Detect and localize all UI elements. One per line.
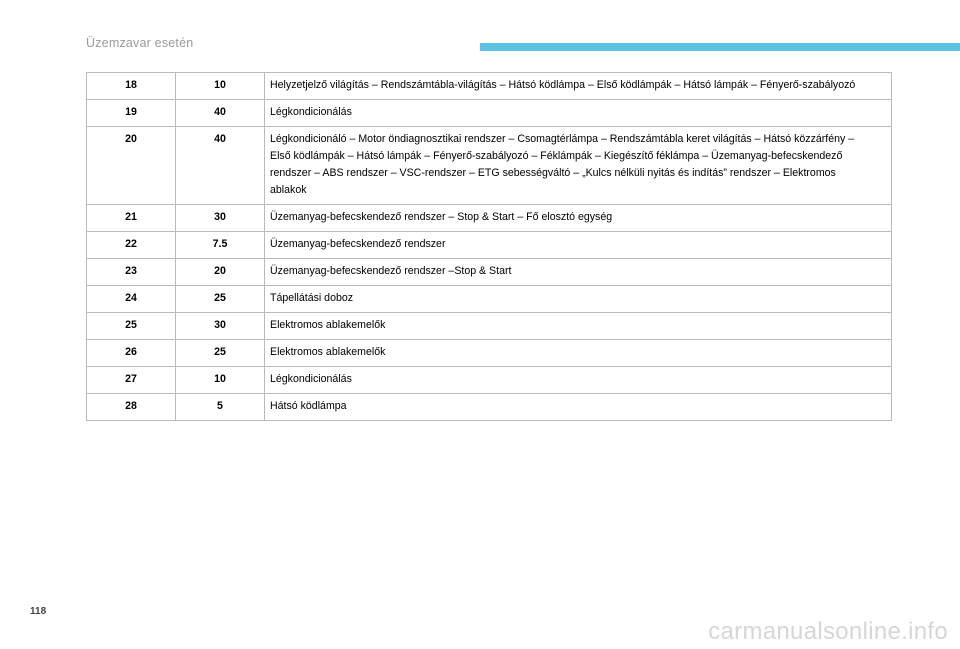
fuse-number: 18 xyxy=(87,73,176,100)
fuse-amperage: 20 xyxy=(176,259,265,286)
watermark: carmanualsonline.info xyxy=(708,618,948,645)
table-row xyxy=(87,367,892,394)
fuse-number: 21 xyxy=(87,205,176,232)
fuse-description: Légkondicionálás xyxy=(265,367,892,394)
fuse-amperage: 25 xyxy=(176,340,265,367)
table-row xyxy=(87,286,892,313)
table-row xyxy=(87,313,892,340)
fuse-description: Üzemanyag-befecskendező rendszer xyxy=(265,232,892,259)
fuse-description: Légkondicionáló – Motor öndiagnosztikai rendszer – Csomagtérlámpa – Rendszámtábla keret világítás – Hátsó közzárfény – Első ködlámpák – Hátsó lámpák – Fényerő-szabályozó – Féklámpák – Kiegészítő féklámpa – Üzemanyag-befecskendező rendszer – ABS rendszer – VSC-rendszer – ETG sebességváltó – „Kulcs nélküli nyitás és indítás” rendszer – Elektromos ablakok xyxy=(265,127,892,205)
fuse-description: Üzemanyag-befecskendező rendszer –Stop & Start xyxy=(265,259,892,286)
fuse-number: 25 xyxy=(87,313,176,340)
fuse-description: Hátsó ködlámpa xyxy=(265,394,892,421)
fuse-number: 19 xyxy=(87,100,176,127)
table-row xyxy=(87,73,892,100)
table-row xyxy=(87,259,892,286)
fuse-number: 27 xyxy=(87,367,176,394)
fuse-amperage: 40 xyxy=(176,127,265,205)
page-number: 118 xyxy=(30,606,47,617)
fuse-description: Légkondicionálás xyxy=(265,100,892,127)
fuse-amperage: 10 xyxy=(176,73,265,100)
fuse-amperage: 30 xyxy=(176,205,265,232)
table-row xyxy=(87,232,892,259)
table-row xyxy=(87,205,892,232)
table-row xyxy=(87,127,892,205)
header-accent-bar xyxy=(480,43,960,51)
fuse-description: Elektromos ablakemelők xyxy=(265,340,892,367)
fuse-amperage: 30 xyxy=(176,313,265,340)
fuse-description: Tápellátási doboz xyxy=(265,286,892,313)
fuse-table xyxy=(86,72,892,421)
table-row xyxy=(87,394,892,421)
fuse-description: Üzemanyag-befecskendező rendszer – Stop & Start – Fő elosztó egység xyxy=(265,205,892,232)
fuse-amperage: 10 xyxy=(176,367,265,394)
fuse-number: 28 xyxy=(87,394,176,421)
fuse-description: Helyzetjelző világítás – Rendszámtábla-világítás – Hátsó ködlámpa – Első ködlámpák – Hátsó lámpák – Fényerő-szabályozó xyxy=(265,73,892,100)
table-row xyxy=(87,340,892,367)
fuse-number: 22 xyxy=(87,232,176,259)
fuse-number: 20 xyxy=(87,127,176,205)
fuse-description: Elektromos ablakemelők xyxy=(265,313,892,340)
section-title: Üzemzavar esetén xyxy=(86,36,194,50)
fuse-number: 24 xyxy=(87,286,176,313)
fuse-number: 26 xyxy=(87,340,176,367)
table-row xyxy=(87,100,892,127)
fuse-amperage: 5 xyxy=(176,394,265,421)
fuse-amperage: 7.5 xyxy=(176,232,265,259)
fuse-number: 23 xyxy=(87,259,176,286)
fuse-amperage: 25 xyxy=(176,286,265,313)
fuse-amperage: 40 xyxy=(176,100,265,127)
